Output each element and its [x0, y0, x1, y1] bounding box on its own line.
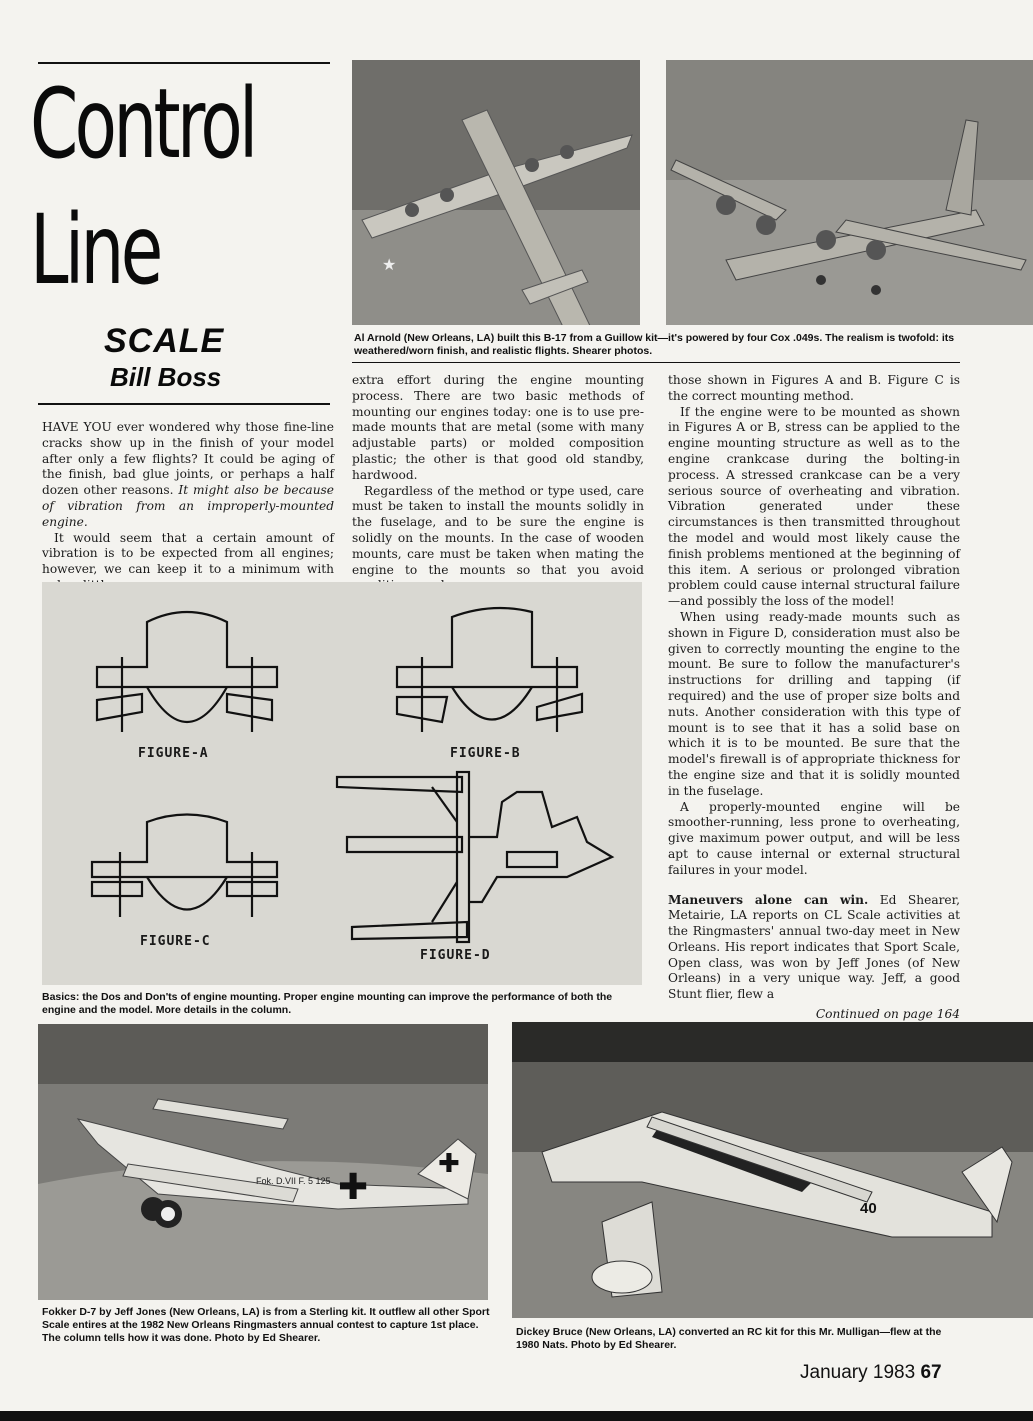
svg-text:✚: ✚: [438, 1149, 460, 1179]
figure-b-drawing: [397, 608, 582, 732]
column-subtitle: SCALE: [104, 322, 225, 360]
page-footer: [800, 1362, 942, 1384]
col1-italic-text: It might also be because of vibration from an improperly-mounted engine.: [42, 483, 335, 529]
figures-panel: [42, 582, 642, 985]
article-column-3: [668, 373, 960, 1023]
continued-note: Continued on page 164: [815, 1007, 960, 1022]
col1-lead-text: HAVE YOU ever wondered why those fine-line cracks show up in the finish of your model after only a few flights? It could be aging of the finish, bad glue joints, or perhaps a half dozen other reasons.: [42, 420, 334, 498]
col2-paragraph-2: Regardless of the method or type used, care must be taken to install the mounts solidly in the fuselage, and to be sure the engine is solidly on the mounts. In the case of wooden mounts, care must be taken when mating the engine to the mounts so that you avoid: [352, 483, 644, 577]
col2-paragraph-1: extra effort during the engine mounting process. There are two basic methods of mounting our engines today: one is to use pre-made mounts that are metal (some with many adjustable parts) or molded composition plastic; the other is that good old standby, hardwood.: [352, 373, 644, 482]
figure-c-label: FIGURE-C: [140, 934, 211, 949]
svg-text:★: ★: [382, 255, 397, 274]
title-bottom-rule: [38, 403, 330, 405]
figures-caption: Basics: the Dos and Don'ts of engine mounting. Proper engine mounting can improve the performance of both the engine and the model. More details in the column.: [42, 991, 613, 1016]
figure-d-drawing: [337, 772, 612, 942]
col3-paragraph-1: those shown in Figures A and B. Figure C is the correct mounting method.: [668, 373, 960, 403]
col3-paragraph-2: If the engine were to be mounted as shown in Figures A or B, stress can be applied to the engine mounting structure as well as to the engine crankcase during the bolting-in process. A stressed crankcase can be a very serious source of overheating and vibration. Vibration generated under these circumstances is then transmitted throughout the model and would most likely cause the finish problems mentioned at the beginning of this item. A serious or prolonged vibration problem could cause internal structural failure—and possibly the loss of the model!: [668, 404, 960, 609]
col3-paragraph-5: Ed Shearer, Metairie, LA reports on CL Scale activities at the Ringmasters' annual two-day meet in New Orleans. His report indicates that Sport Scale, Open class, was won by Jeff Jones (of New Orleans) in a very unique way. Jeff, a good Stunt flier, flew a: [668, 892, 960, 1002]
engine-mount-diagrams: [42, 582, 642, 985]
article-column-2: [352, 373, 644, 594]
scan-bottom-edge: [0, 1411, 1033, 1421]
photo-fokker-caption: Fokker D-7 by Jeff Jones (New Orleans, LA) is from a Sterling kit. It outflew all other Sport Scale entires at the 1982 New Orleans Ringmasters annual contest to capture 1st place. The column tells how it was done. Photo by Ed Shearer.: [42, 1306, 490, 1344]
page-number: 67: [920, 1362, 942, 1383]
column-title-line1: Control: [30, 68, 255, 180]
figure-d-label: FIGURE-D: [420, 948, 491, 963]
col3-paragraph-3: When using ready-made mounts such as shown in Figure D, consideration must also be given to correctly mounting the engine to the mount. Be sure to follow the manufacturer's instructions for drilling and tapping (if required) and the use of proper size bolts and nuts. Another consideration with this type of mount is to see that it has a solid base on which it is to be mounted. Be sure that the model's firewall is of appropriate thickness for the engine size and that it is solidly mounted in the fuselage.: [668, 609, 960, 798]
mulligan-race-number: 40: [860, 1200, 877, 1217]
photo-b17-caption: Al Arnold (New Orleans, LA) built this B-17 from a Guillow kit—it's powered by four Cox .049s. The realism is twofold: its weathered/worn finish, and realistic flights. Shearer photos.: [354, 332, 955, 357]
article-column-1: [42, 420, 334, 594]
column-title-line2: Line: [30, 194, 160, 306]
figure-a-label: FIGURE-A: [138, 746, 209, 761]
figure-a-drawing: [97, 612, 277, 732]
fokker-fuselage-marking: Fok. D.VII F. 5 125: [256, 1176, 331, 1186]
svg-text:✚: ✚: [338, 1167, 369, 1208]
photo-b17-sideview: [666, 60, 1033, 325]
photo-fokker-d7: [38, 1024, 488, 1300]
col3-paragraph-4: A properly-mounted engine will be smoother-running, less prone to overheating, give maximum power output, and will be less apt to cause internal or external structural failures in your model.: [668, 799, 960, 877]
caption-rule: [352, 362, 960, 363]
col1-paragraph-2: It would seem that a certain amount of vibration is to be expected from all engines; however, we can keep it to a minimum with: [42, 530, 334, 577]
figure-b-label: FIGURE-B: [450, 746, 521, 761]
photo-mr-mulligan: [512, 1022, 1033, 1318]
column-author: Bill Boss: [110, 362, 222, 392]
title-top-rule: [38, 62, 330, 64]
col3-subhead: Maneuvers alone can win.: [668, 892, 869, 907]
photo-b17-topview: [352, 60, 640, 325]
figure-c-drawing: [92, 815, 277, 918]
issue-date: January 1983: [800, 1362, 916, 1383]
photo-mulligan-caption: Dickey Bruce (New Orleans, LA) converted an RC kit for this Mr. Mulligan—flew at the 1980 Nats. Photo by Ed Shearer.: [516, 1326, 942, 1351]
